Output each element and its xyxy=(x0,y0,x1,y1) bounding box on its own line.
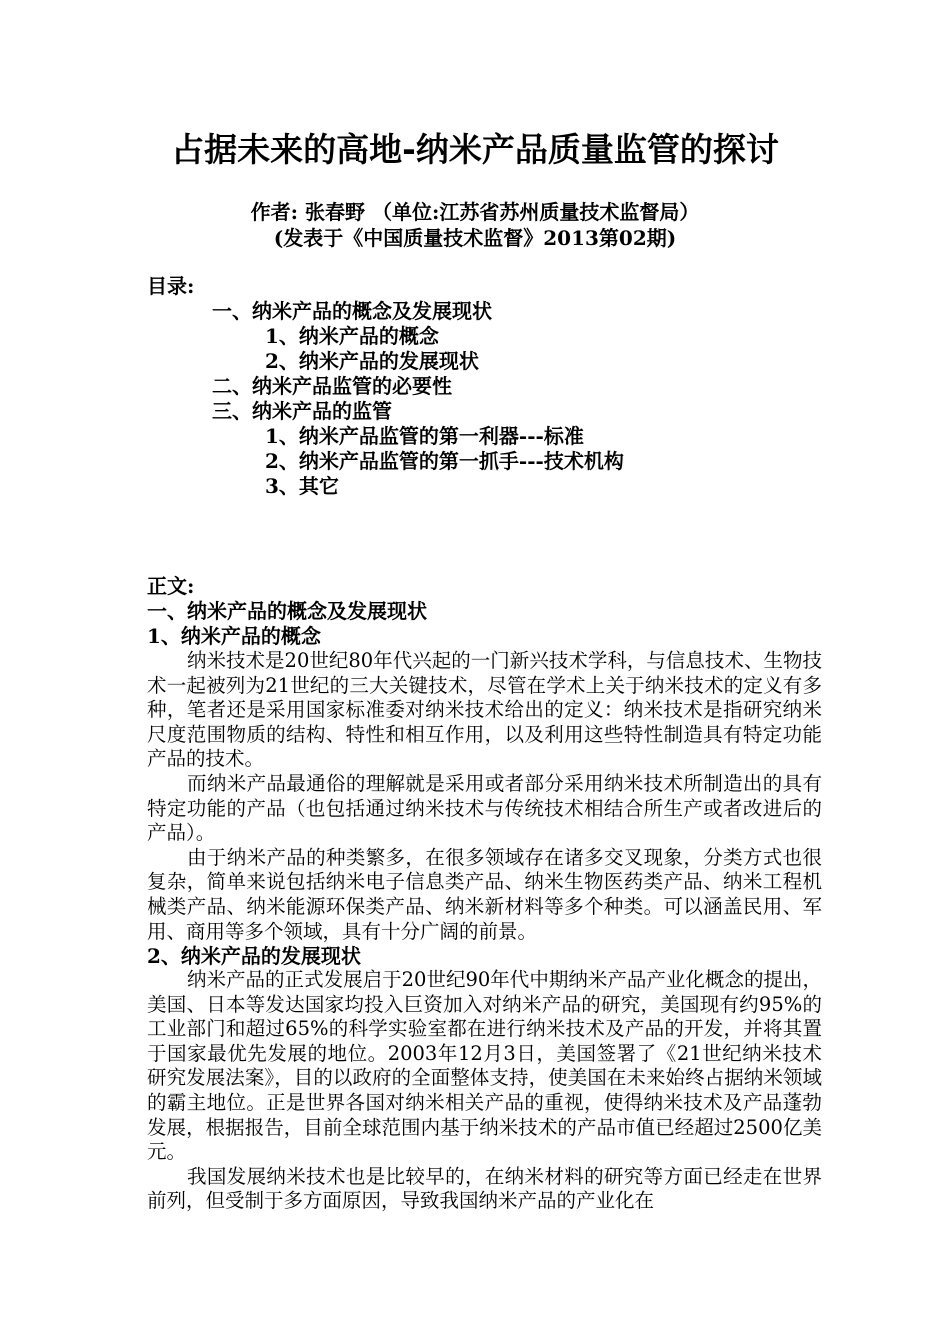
paragraph: 而纳米产品最通俗的理解就是采用或者部分采用纳米技术所制造出的具有特定功能的产品（也包括通过纳米技术与传统技术相结合所生产或者改进后的产品）。 xyxy=(147,771,822,845)
paragraph: 纳米技术是20世纪80年代兴起的一门新兴技术学科，与信息技术、生物技术一起被列为21世纪的三大关键技术，尽管在学术上关于纳米技术的定义有多种，笔者还是采用国家标准委对纳米技术给出的定义：纳米技术是指研究纳米尺度范围物质的结构、特性和相互作用，以及利用这些特性制造具有特定功能产品的技术。 xyxy=(147,649,822,771)
subsection-heading: 2、纳米产品的发展现状 xyxy=(147,944,361,968)
paragraph: 纳米产品的正式发展启于20世纪90年代中期纳米产品产业化概念的提出，美国、日本等发达国家均投入巨资加入对纳米产品的研究，美国现有约95%的工业部门和超过65%的科学实验室都在进行纳米技术及产品的开发，并将其置于国家最优先发展的地位。2003年12月3日，美国签署了《21世纪纳米技术研究发展法案》，目的以政府的全面整体支持，使美国在未来始终占据纳米领域的霸主地位。正是世界各国对纳米相关产品的重视，使得纳米技术及产品蓬勃发展，根据报告，目前全球范围内基于纳米技术的产品市值已经超过2500亿美元。 xyxy=(147,968,822,1164)
toc-item: 3、其它 xyxy=(265,474,339,498)
toc-item: 2、纳米产品监管的第一抓手---技术机构 xyxy=(265,449,624,473)
toc-item: 三、纳米产品的监管 xyxy=(212,399,392,423)
toc-item: 2、纳米产品的发展现状 xyxy=(265,349,479,373)
paragraph: 我国发展纳米技术也是比较早的，在纳米材料的研究等方面已经走在世界前列，但受制于多方面原因，导致我国纳米产品的产业化在 xyxy=(147,1164,822,1213)
paragraph: 由于纳米产品的种类繁多，在很多领域存在诸多交叉现象，分类方式也很复杂，简单来说包括纳米电子信息类产品、纳米生物医药类产品、纳米工程机械类产品、纳米能源环保类产品、纳米新材料等多个种类。可以涵盖民用、军用、商用等多个领域，具有十分广阔的前景。 xyxy=(147,845,822,943)
publication-line: (发表于《中国质量技术监督》2013第02期) xyxy=(273,226,677,250)
document-title: 占据未来的高地-纳米产品质量监管的探讨 xyxy=(171,130,779,169)
toc-item: 1、纳米产品监管的第一利器---标准 xyxy=(265,424,584,448)
author-line: 作者: 张春野 （单位:江苏省苏州质量技术监督局） xyxy=(250,200,700,224)
main-label: 正文: xyxy=(147,574,195,598)
toc-item: 一、纳米产品的概念及发展现状 xyxy=(212,299,492,323)
section-heading: 一、纳米产品的概念及发展现状 xyxy=(147,599,427,623)
subsection-body xyxy=(147,968,822,1214)
toc-label: 目录: xyxy=(147,274,195,298)
subsection-heading: 1、纳米产品的概念 xyxy=(147,624,321,648)
subsection-body xyxy=(147,649,822,944)
toc-item: 1、纳米产品的概念 xyxy=(265,324,439,348)
toc-item: 二、纳米产品监管的必要性 xyxy=(212,374,452,398)
